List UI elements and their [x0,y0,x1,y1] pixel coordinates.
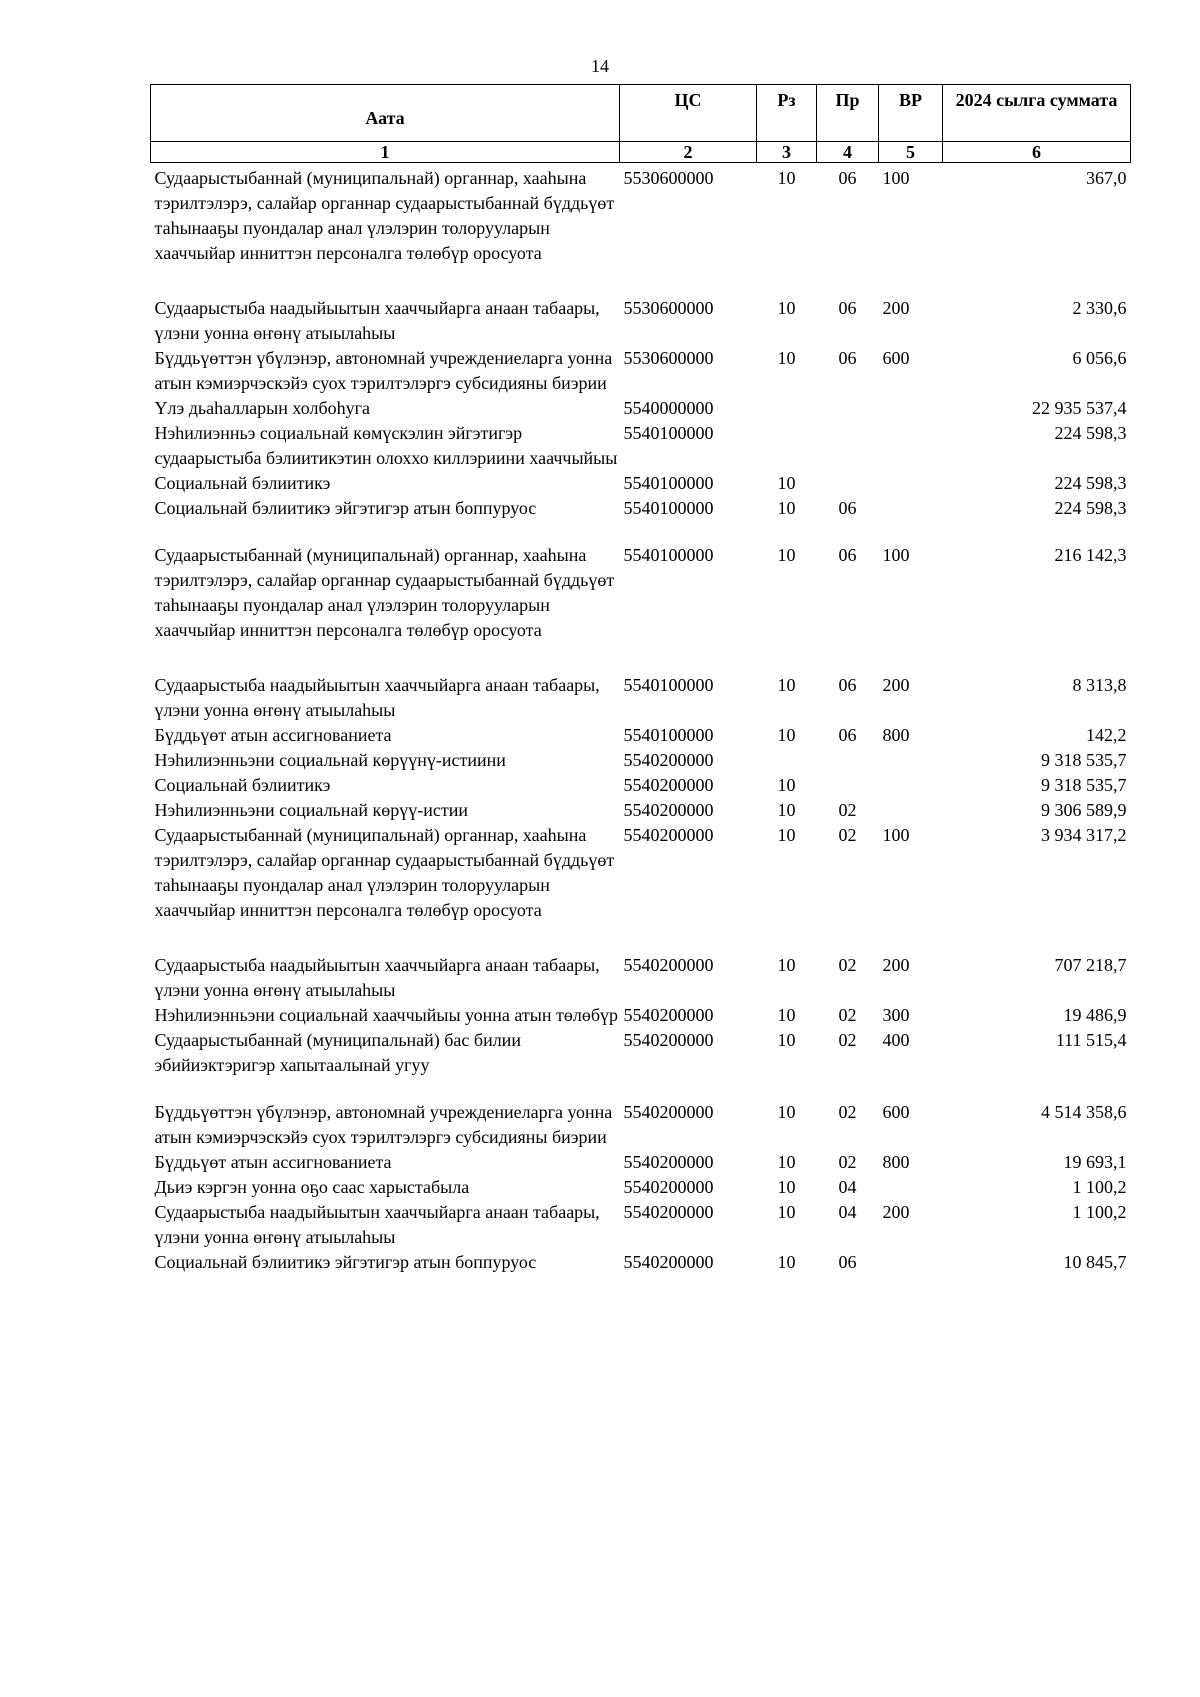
row-rz: 10 [777,1102,796,1122]
row-rz: 10 [777,545,796,565]
table-body [151,163,1131,1276]
row-cs-code: 5540200000 [623,1005,714,1025]
table-row [151,1003,1131,1028]
row-rz: 10 [777,675,796,695]
row-name: Судаарыстыба наадыйыытын хааччыйарга анаан табаары, үлэни уонна өҥөнү атыылаһыы [154,675,600,720]
row-vr: 100 [882,545,910,565]
row-cs-code: 5540100000 [623,498,714,518]
table-row [151,396,1131,421]
row-sum: 2 330,6 [1072,298,1127,318]
row-pr: 02 [838,800,857,820]
table-row [151,798,1131,823]
row-vr [879,396,943,421]
row-vr [879,773,943,798]
row-sum: 224 598,3 [1054,498,1127,518]
row-rz: 10 [777,775,796,795]
table-header [151,85,1131,163]
table-row [151,496,1131,543]
row-sum: 111 515,4 [1055,1030,1127,1050]
row-name: Социальнай бэлиитикэ [154,473,331,493]
header-row [151,85,1131,142]
row-cs-code: 5540200000 [623,775,714,795]
row-rz: 10 [777,1177,796,1197]
row-cs-code: 5540200000 [623,1152,714,1172]
header-rz: Рз [757,85,817,142]
table-row [151,296,1131,346]
row-sum: 22 935 537,4 [1032,398,1127,418]
table-row [151,543,1131,673]
row-vr: 200 [882,298,910,318]
row-rz: 10 [777,498,796,518]
row-name: Социальнай бэлиитикэ эйгэтигэр атын боппуруос [154,1252,537,1272]
row-pr: 06 [838,168,857,188]
row-pr: 06 [838,498,857,518]
table-row [151,421,1131,471]
row-cs-code: 5530600000 [623,348,714,368]
row-sum: 6 056,6 [1072,348,1127,368]
table-row [151,773,1131,798]
row-name: Судаарыстыбаннай (муниципальнай) органнар, хааһына тэрилтэлэрэ, салайар органнар судаарыстыбаннай бүддьүөт таһынааҕы пуондалар анал үлэлэрин толорууларын хааччыйар инниттэн персоналга төлөбүр оросуота [154,825,615,920]
table-row [151,1250,1131,1275]
row-name: Судаарыстыба наадыйыытын хааччыйарга анаан табаары, үлэни уонна өҥөнү атыылаһыы [154,955,600,1000]
table-row [151,163,1131,297]
header-numbers-row [151,142,1131,163]
row-cs-code: 5540200000 [623,800,714,820]
row-cs-code: 5540200000 [623,1202,714,1222]
table-row [151,723,1131,748]
row-name: Социальнай бэлиитикэ эйгэтигэр атын боппуруос [154,498,537,518]
row-cs-code: 5540100000 [623,725,714,745]
row-name: Нэһилиэнньэ социальнай көмүскэлин эйгэтигэр судаарыстыба бэлиитикэтин олоххо киллэриини хааччыйыы [154,423,618,468]
row-sum: 142,2 [1086,725,1127,745]
table-row [151,673,1131,723]
page-number: 14 [591,56,609,76]
row-vr: 800 [882,1152,910,1172]
row-vr [879,1250,943,1275]
row-rz: 10 [777,800,796,820]
row-vr [879,471,943,496]
row-pr [817,471,879,496]
row-name: Судаарыстыбаннай (муниципальнай) органнар, хааһына тэрилтэлэрэ, салайар органнар судаарыстыбаннай бүддьүөт таһынааҕы пуондалар анал үлэлэрин толорууларын хааччыйар инниттэн персоналга төлөбүр оросуота [154,545,615,640]
row-cs-code: 5540200000 [623,1252,714,1272]
header-number: 1 [151,142,620,163]
header-number: 5 [879,142,943,163]
row-name: Дьиэ кэргэн уонна оҕо саас харыстабыла [154,1177,470,1197]
row-name: Судаарыстыба наадыйыытын хааччыйарга анаан табаары, үлэни уонна өҥөнү атыылаһыы [154,1202,600,1247]
table-row [151,1175,1131,1200]
row-pr: 04 [838,1177,857,1197]
row-name: Судаарыстыбаннай (муниципальнай) бас билии эбийиэктэригэр хапытаалынай угуу [154,1030,521,1075]
row-rz: 10 [777,168,796,188]
row-sum: 9 306 589,9 [1041,800,1127,820]
row-rz: 10 [777,955,796,975]
row-sum: 1 100,2 [1072,1177,1127,1197]
row-name: Судаарыстыбаннай (муниципальнай) органнар, хааһына тэрилтэлэрэ, салайар органнар судаарыстыбаннай бүддьүөт таһынааҕы пуондалар анал үлэлэрин толорууларын хааччыйар инниттэн персоналга төлөбүр оросуота [154,168,615,263]
table-row [151,953,1131,1003]
row-rz [757,421,817,471]
row-name: Бүддьүөт атын ассигнованиета [154,725,392,745]
row-vr [879,798,943,823]
row-pr: 06 [838,675,857,695]
table-row [151,823,1131,953]
row-pr: 06 [838,725,857,745]
row-name: Бүддьүөт атын ассигнованиета [154,1152,392,1172]
row-cs-code: 5540100000 [623,545,714,565]
row-vr: 100 [882,168,910,188]
row-vr: 200 [882,955,910,975]
row-sum: 19 693,1 [1063,1152,1127,1172]
row-sum: 10 845,7 [1063,1252,1127,1272]
row-cs-code: 5530600000 [623,298,714,318]
row-pr: 06 [838,1252,857,1272]
row-vr: 100 [882,825,910,845]
row-rz: 10 [777,825,796,845]
row-rz: 10 [777,348,796,368]
row-name: Нэһилиэнньэни социальнай хааччыйыы уонна атын төлөбүр [154,1005,618,1025]
table-row [151,471,1131,496]
row-pr [817,396,879,421]
header-name: Аата [151,85,620,142]
row-vr [879,748,943,773]
row-rz: 10 [777,1030,796,1050]
header-number: 6 [943,142,1131,163]
row-cs-code: 5540200000 [623,750,714,770]
row-sum: 224 598,3 [1054,473,1127,493]
row-name: Нэһилиэнньэни социальнай көрүүнү-истиини [154,750,506,770]
row-pr: 06 [838,298,857,318]
row-rz [757,396,817,421]
row-vr: 800 [882,725,910,745]
header-pr: Пр [817,85,879,142]
row-sum: 1 100,2 [1072,1202,1127,1222]
row-pr: 02 [838,1030,857,1050]
row-vr: 200 [882,675,910,695]
row-pr: 02 [838,1005,857,1025]
table-row [151,748,1131,773]
row-name: Социальнай бэлиитикэ [154,775,331,795]
row-sum: 707 218,7 [1054,955,1127,975]
row-cs-code: 5540200000 [623,1030,714,1050]
row-sum: 224 598,3 [1054,423,1127,443]
row-name: Нэһилиэнньэни социальнай көрүү-истии [154,800,469,820]
row-pr [817,421,879,471]
budget-table [150,84,1131,1275]
table-row [151,1100,1131,1150]
row-rz: 10 [777,473,796,493]
row-vr: 400 [882,1030,910,1050]
row-sum: 8 313,8 [1072,675,1127,695]
row-cs-code: 5540000000 [623,398,714,418]
table-row [151,1150,1131,1175]
row-rz: 10 [777,298,796,318]
row-vr: 600 [882,1102,910,1122]
table-row [151,1200,1131,1250]
table-row [151,1028,1131,1100]
row-vr: 300 [882,1005,910,1025]
row-pr: 06 [838,348,857,368]
row-name: Бүддьүөттэн үбүлэнэр, автономнай учреждениеларга уонна атын кэмиэрчэскэйэ суох тэрилтэлэргэ субсидияны биэрии [154,1102,613,1147]
header-vr: ВР [879,85,943,142]
row-rz [757,748,817,773]
row-pr: 02 [838,1152,857,1172]
row-sum: 367,0 [1086,168,1127,188]
row-sum: 3 934 317,2 [1041,825,1127,845]
row-vr [879,421,943,471]
row-pr [817,773,879,798]
row-cs-code: 5540100000 [623,675,714,695]
row-vr [879,1175,943,1200]
row-pr: 02 [838,825,857,845]
row-sum: 9 318 535,7 [1041,775,1127,795]
row-rz: 10 [777,1252,796,1272]
row-sum: 216 142,3 [1054,545,1127,565]
row-name: Бүддьүөттэн үбүлэнэр, автономнай учреждениеларга уонна атын кэмиэрчэскэйэ суох тэрилтэлэргэ субсидияны биэрии [154,348,613,393]
row-cs-code: 5540200000 [623,1177,714,1197]
row-rz: 10 [777,725,796,745]
row-cs-code: 5540100000 [623,423,714,443]
row-name: Үлэ дьаһалларын холбоһуга [154,398,370,418]
row-sum: 4 514 358,6 [1041,1102,1127,1122]
row-vr: 200 [882,1202,910,1222]
row-name: Судаарыстыба наадыйыытын хааччыйарга анаан табаары, үлэни уонна өҥөнү атыылаһыы [154,298,600,343]
row-cs-code: 5540200000 [623,825,714,845]
row-pr: 02 [838,955,857,975]
row-pr: 04 [838,1202,857,1222]
table-row [151,346,1131,396]
row-rz: 10 [777,1202,796,1222]
row-cs-code: 5540100000 [623,473,714,493]
header-number: 4 [817,142,879,163]
row-vr [879,496,943,543]
header-number: 3 [757,142,817,163]
header-number: 2 [620,142,757,163]
row-pr: 02 [838,1102,857,1122]
row-cs-code: 5540200000 [623,955,714,975]
row-rz: 10 [777,1152,796,1172]
row-pr [817,748,879,773]
row-cs-code: 5540200000 [623,1102,714,1122]
header-cs: ЦС [620,85,757,142]
row-rz: 10 [777,1005,796,1025]
row-cs-code: 5530600000 [623,168,714,188]
row-vr: 600 [882,348,910,368]
row-pr: 06 [838,545,857,565]
header-sum: 2024 сылга суммата [943,85,1131,142]
row-sum: 19 486,9 [1063,1005,1127,1025]
row-sum: 9 318 535,7 [1041,750,1127,770]
